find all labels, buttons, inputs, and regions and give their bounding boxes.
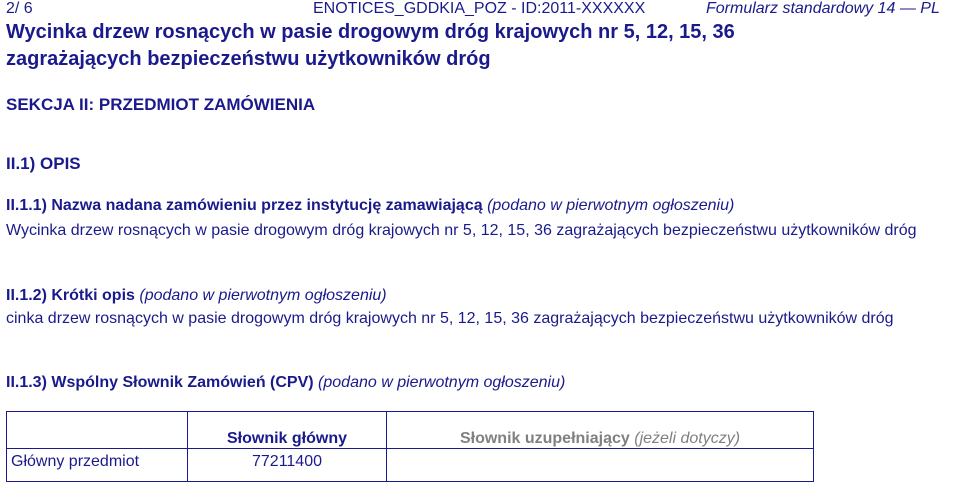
cpv-col-supp [387,412,814,449]
cpv-header-row [7,412,814,449]
item-1-label [6,196,734,216]
cpv-supp-code [387,449,814,482]
cpv-col-supp-note: (jeżeli dotyczy) [634,430,741,447]
notice-id: ENOTICES_GDDKIA_POZ - ID:2011-XXXXXX [313,0,646,17]
item-1-note: (podano w pierwotnym ogłoszeniu) [487,197,735,214]
item-2-answer: cinka drzew rosnących w pasie drogowym dróg krajowych nr 5, 12, 15, 36 zagrażających bezpieczeństwu użytkowników dróg [6,310,894,327]
item-2-note: (podano w pierwotnym ogłoszeniu) [139,287,387,304]
item-3-label-text: II.1.3) Wspólny Słownik Zamówień (CPV) [6,374,314,391]
item-2-label [6,286,387,306]
item-3-note: (podano w pierwotnym ogłoszeniu) [318,374,566,391]
cpv-table [6,411,814,482]
cpv-row-main [7,449,814,482]
cpv-empty-cell [7,412,188,449]
cpv-col-supp-label: Słownik uzupełniający [459,430,630,447]
cpv-main-code: 77211400 [188,449,387,482]
cpv-row-label: Główny przedmiot [7,449,188,482]
document-title-line1: Wycinka drzew rosnących w pasie drogowym dróg krajowych nr 5, 12, 15, 36 [6,21,735,43]
item-2-label-text: II.1.2) Krótki opis [6,287,135,304]
section-heading: SEKCJA II: PRZEDMIOT ZAMÓWIENIA [6,95,316,114]
form-type: Formularz standardowy 14 — PL [706,0,940,17]
page-number: 2/ 6 [6,0,33,17]
subsection-heading: II.1) OPIS [6,154,81,173]
document-title-line2: zagrażających bezpieczeństwu użytkowników dróg [6,48,491,70]
item-1-answer: Wycinka drzew rosnących w pasie drogowym dróg krajowych nr 5, 12, 15, 36 zagrażających bezpieczeństwu użytkowników dróg [6,222,917,239]
cpv-col-main: Słownik główny [188,412,387,449]
item-3-label [6,373,565,393]
item-1-label-text: II.1.1) Nazwa nadana zamówieniu przez instytucję zamawiającą [6,197,483,214]
